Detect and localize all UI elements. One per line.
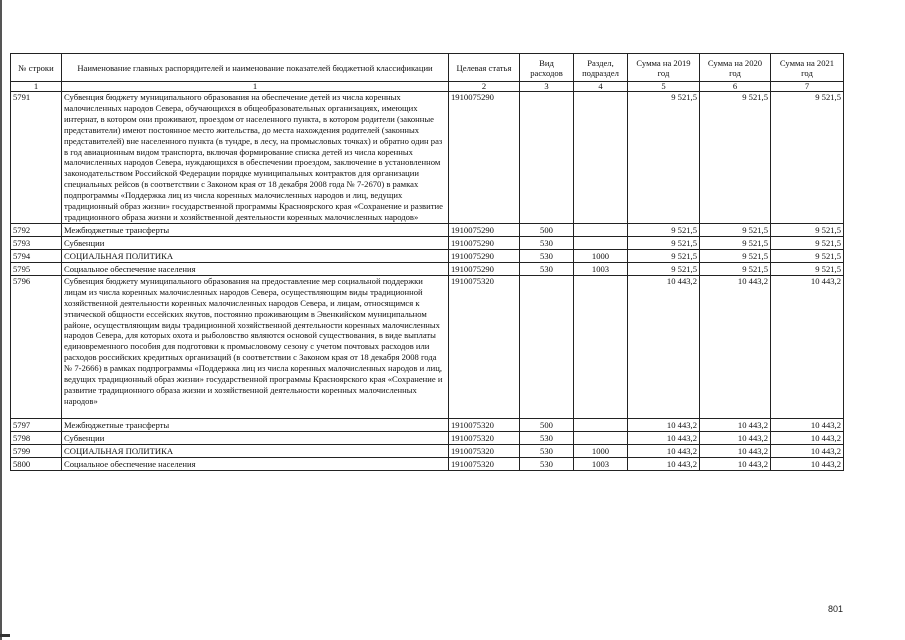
header-sum-2020: Сумма на 2020 год bbox=[700, 54, 771, 82]
row-section: 1003 bbox=[574, 262, 628, 275]
row-sum-2021: 9 521,5 bbox=[771, 223, 844, 236]
row-name: Субвенция бюджету муниципального образования на предоставление мер социальной поддержки лицам из числа коренных малочисленных народов Севера, осуществляющим виды традиционной хозяйственной деятельности коренных малочисленных народов Севера, и лицам, относящимся к этнической общности ессейских якутов, постоянно проживающим в Эвенкийском муниципальном районе, осуществляющим виды традиционной хозяйственной деятельности коренных малочисленных народов Севера, для которых охота и рыболовство являются основой существования, в виде выплаты единовременного пособия для подготовки к промысловому сезону с учетом почтовых расходов или расходов российских кредитных организаций (в соответствии с Законом края от 18 декабря 2008 года № 7-2666) в рамках подпрограммы «Поддержка лиц из числа коренных малочисленных народов и лиц, ведущих традиционный образ жизни» государственной программы Красноярского края «Сохранение и развитие традиционного образа жизни и хозяйственной деятельности коренных малочисленных народов» bbox=[62, 275, 449, 418]
row-kind: 530 bbox=[520, 444, 574, 457]
page-number: 801 bbox=[828, 604, 844, 614]
row-sum-2020: 9 521,5 bbox=[700, 92, 771, 224]
row-name: Межбюджетные трансферты bbox=[62, 223, 449, 236]
column-number: 1 bbox=[11, 82, 62, 92]
row-name: Субвенция бюджету муниципального образования на обеспечение детей из числа коренных малочисленных народов Севера, обучающихся в общеобразовательных организациях, имеющих интернат, в котором они проживают, проездом от населенного пункта, в котором родители (законные представители) имеют постоянное место жительства, до места нахождения родителей (законных представителей) вне населенного пункта (в тундре, в лесу, на промысловых точках) и обратно один раз в год авиационным видом транспорта, включая формирование списка детей из числа коренных малочисленных народов Севера, нуждающихся в обеспечении проездом, заключение в установленном законодательством Российской Федерации порядке муниципальных контрактов для организации специальных рейсов (в соответствии с Законом края от 18 декабря 2008 года № 7-2670) в рамках подпрограммы «Поддержка лиц из числа коренных малочисленных народов и лиц, ведущих традиционный образ жизни» государственной программы Красноярского края «Сохранение и развитие традиционного образа жизни и хозяйственной деятельности коренных малочисленных народов» bbox=[62, 92, 449, 224]
table-row bbox=[11, 236, 844, 249]
row-section bbox=[574, 418, 628, 431]
row-sum-2020: 10 443,2 bbox=[700, 457, 771, 470]
row-sum-2019: 10 443,2 bbox=[628, 457, 700, 470]
budget-table bbox=[10, 53, 844, 471]
row-target: 1910075290 bbox=[449, 223, 520, 236]
row-number: 5791 bbox=[11, 92, 62, 224]
row-number: 5797 bbox=[11, 418, 62, 431]
table-row bbox=[11, 249, 844, 262]
row-number: 5795 bbox=[11, 262, 62, 275]
row-section bbox=[574, 431, 628, 444]
table-row bbox=[11, 92, 844, 224]
row-target: 1910075320 bbox=[449, 457, 520, 470]
row-section: 1003 bbox=[574, 457, 628, 470]
row-target: 1910075320 bbox=[449, 431, 520, 444]
row-section bbox=[574, 275, 628, 418]
row-sum-2020: 10 443,2 bbox=[700, 418, 771, 431]
row-sum-2019: 10 443,2 bbox=[628, 444, 700, 457]
row-target: 1910075290 bbox=[449, 249, 520, 262]
table-row bbox=[11, 223, 844, 236]
row-target: 1910075290 bbox=[449, 92, 520, 224]
row-sum-2019: 9 521,5 bbox=[628, 262, 700, 275]
column-number: 1 bbox=[62, 82, 449, 92]
row-sum-2021: 10 443,2 bbox=[771, 444, 844, 457]
column-number-row bbox=[11, 82, 844, 92]
row-kind: 530 bbox=[520, 249, 574, 262]
row-sum-2019: 9 521,5 bbox=[628, 92, 700, 224]
row-name: Субвенции bbox=[62, 431, 449, 444]
row-kind: 500 bbox=[520, 418, 574, 431]
table-row bbox=[11, 444, 844, 457]
table-row bbox=[11, 418, 844, 431]
row-sum-2020: 10 443,2 bbox=[700, 275, 771, 418]
table-row bbox=[11, 275, 844, 418]
column-number: 6 bbox=[700, 82, 771, 92]
row-section: 1000 bbox=[574, 444, 628, 457]
header-expense-kind: Вид расходов bbox=[520, 54, 574, 82]
table-row bbox=[11, 262, 844, 275]
row-sum-2019: 10 443,2 bbox=[628, 275, 700, 418]
page-left-edge bbox=[0, 0, 2, 640]
table-header-row bbox=[11, 54, 844, 82]
row-sum-2021: 9 521,5 bbox=[771, 262, 844, 275]
row-target: 1910075320 bbox=[449, 275, 520, 418]
row-target: 1910075290 bbox=[449, 236, 520, 249]
header-target-article: Целевая статья bbox=[449, 54, 520, 82]
row-kind: 500 bbox=[520, 223, 574, 236]
row-section bbox=[574, 223, 628, 236]
row-section: 1000 bbox=[574, 249, 628, 262]
row-sum-2021: 9 521,5 bbox=[771, 92, 844, 224]
row-sum-2021: 10 443,2 bbox=[771, 431, 844, 444]
row-sum-2020: 9 521,5 bbox=[700, 249, 771, 262]
row-name: Социальное обеспечение населения bbox=[62, 262, 449, 275]
row-target: 1910075290 bbox=[449, 262, 520, 275]
column-number: 5 bbox=[628, 82, 700, 92]
row-number: 5794 bbox=[11, 249, 62, 262]
row-sum-2020: 10 443,2 bbox=[700, 431, 771, 444]
row-kind: 530 bbox=[520, 431, 574, 444]
row-number: 5793 bbox=[11, 236, 62, 249]
column-number: 7 bbox=[771, 82, 844, 92]
header-sum-2019: Сумма на 2019 год bbox=[628, 54, 700, 82]
row-number: 5796 bbox=[11, 275, 62, 418]
column-number: 4 bbox=[574, 82, 628, 92]
header-sum-2021: Сумма на 2021 год bbox=[771, 54, 844, 82]
row-sum-2019: 9 521,5 bbox=[628, 236, 700, 249]
column-number: 3 bbox=[520, 82, 574, 92]
column-number: 2 bbox=[449, 82, 520, 92]
header-name: Наименование главных распорядителей и наименование показателей бюджетной классификации bbox=[62, 54, 449, 82]
row-sum-2020: 9 521,5 bbox=[700, 236, 771, 249]
row-target: 1910075320 bbox=[449, 418, 520, 431]
row-sum-2019: 9 521,5 bbox=[628, 223, 700, 236]
table-row bbox=[11, 431, 844, 444]
row-sum-2019: 10 443,2 bbox=[628, 431, 700, 444]
row-sum-2021: 9 521,5 bbox=[771, 249, 844, 262]
row-number: 5799 bbox=[11, 444, 62, 457]
row-kind bbox=[520, 275, 574, 418]
row-name: Субвенции bbox=[62, 236, 449, 249]
row-name: СОЦИАЛЬНАЯ ПОЛИТИКА bbox=[62, 444, 449, 457]
row-sum-2020: 9 521,5 bbox=[700, 262, 771, 275]
row-sum-2021: 9 521,5 bbox=[771, 236, 844, 249]
row-sum-2021: 10 443,2 bbox=[771, 457, 844, 470]
row-kind: 530 bbox=[520, 262, 574, 275]
row-name: Межбюджетные трансферты bbox=[62, 418, 449, 431]
row-sum-2019: 9 521,5 bbox=[628, 249, 700, 262]
row-section bbox=[574, 92, 628, 224]
row-name: Социальное обеспечение населения bbox=[62, 457, 449, 470]
row-target: 1910075320 bbox=[449, 444, 520, 457]
row-kind: 530 bbox=[520, 236, 574, 249]
row-number: 5792 bbox=[11, 223, 62, 236]
row-section bbox=[574, 236, 628, 249]
header-row-number: № строки bbox=[11, 54, 62, 82]
row-sum-2019: 10 443,2 bbox=[628, 418, 700, 431]
row-number: 5798 bbox=[11, 431, 62, 444]
row-sum-2020: 9 521,5 bbox=[700, 223, 771, 236]
row-name: СОЦИАЛЬНАЯ ПОЛИТИКА bbox=[62, 249, 449, 262]
row-sum-2021: 10 443,2 bbox=[771, 275, 844, 418]
row-kind bbox=[520, 92, 574, 224]
page-edge-mark bbox=[0, 634, 10, 637]
row-number: 5800 bbox=[11, 457, 62, 470]
row-kind: 530 bbox=[520, 457, 574, 470]
header-section: Раздел, подраздел bbox=[574, 54, 628, 82]
row-sum-2020: 10 443,2 bbox=[700, 444, 771, 457]
row-sum-2021: 10 443,2 bbox=[771, 418, 844, 431]
table-row bbox=[11, 457, 844, 470]
